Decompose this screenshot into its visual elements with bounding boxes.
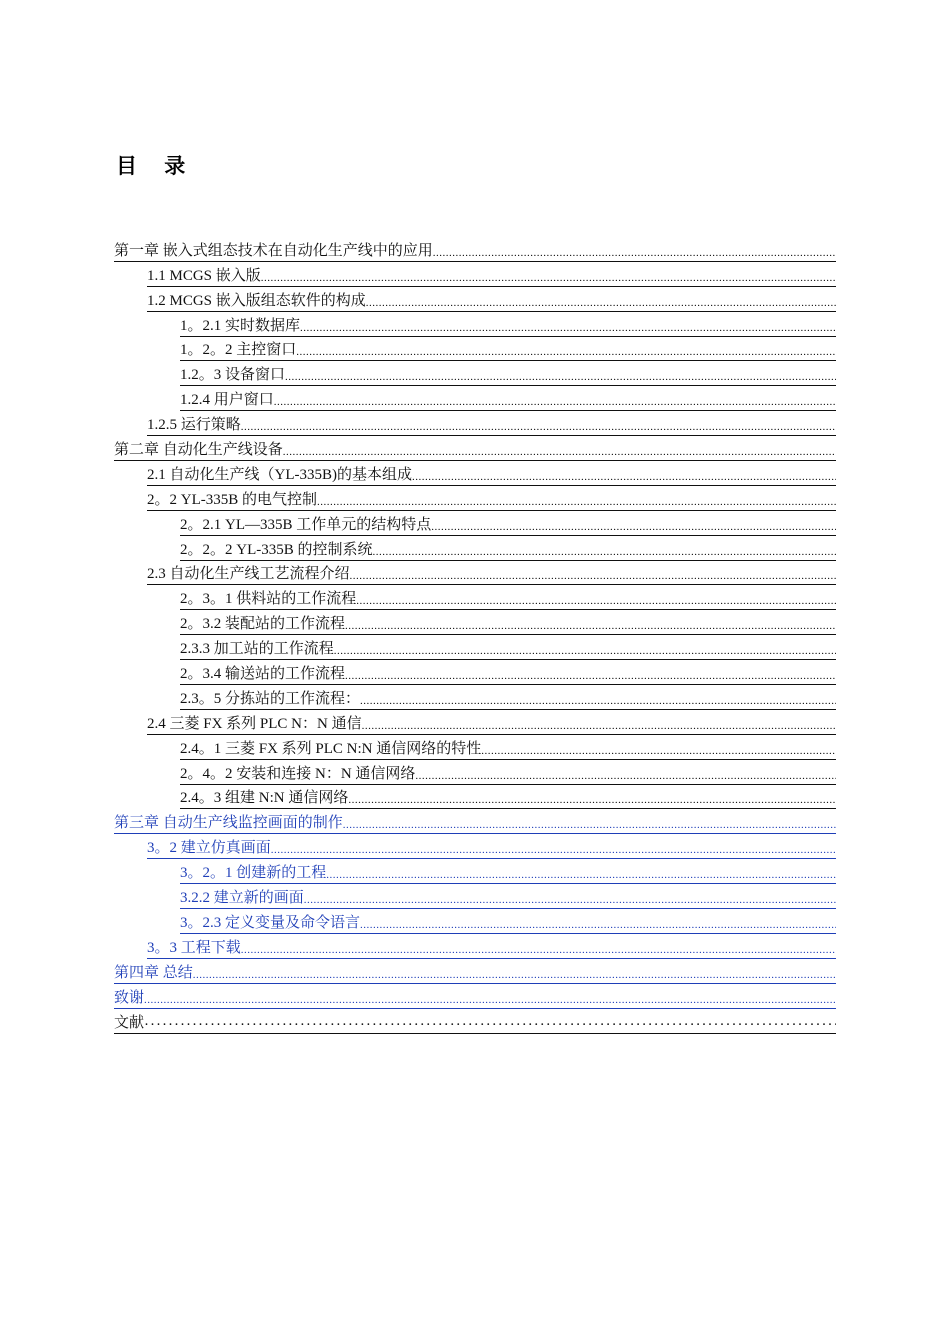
toc-entry-title: 第三章 自动生产线监控画面的制作 xyxy=(114,815,343,832)
toc-entry-title: 2.4。3 组建 N:N 通信网络 xyxy=(180,790,349,807)
toc-entry[interactable] xyxy=(147,287,836,312)
toc-dot-leader xyxy=(271,843,836,857)
toc-dot-leader xyxy=(285,370,836,384)
toc-dot-leader xyxy=(345,669,836,683)
toc-entry-title: 1.2.4 用户窗口 xyxy=(180,392,274,409)
toc-entry[interactable] xyxy=(114,1009,836,1034)
toc-entry-title: 2.3 自动化生产线工艺流程介绍 xyxy=(147,566,350,583)
toc-dot-leader xyxy=(304,893,836,907)
toc-entry[interactable] xyxy=(114,809,836,834)
toc-entry[interactable] xyxy=(147,834,836,859)
toc-entry[interactable] xyxy=(147,710,836,735)
toc-entry[interactable] xyxy=(180,511,836,536)
toc-dot-leader xyxy=(317,495,836,509)
toc-entry-title: 2.3。5 分拣站的工作流程： xyxy=(180,690,361,707)
toc-dot-leader xyxy=(274,395,836,409)
toc-dot-leader xyxy=(366,296,836,310)
toc-dot-leader xyxy=(415,769,836,783)
toc-entry-title: 2。2。2 YL-335B 的控制系统 xyxy=(180,541,373,558)
toc-entry-title: 2.4。1 三菱 FX 系列 PLC N:N 通信网络的特性 xyxy=(180,740,482,757)
toc-entry[interactable] xyxy=(180,536,836,561)
toc-entry-title: 1。2。2 主控窗口 xyxy=(180,342,297,359)
toc-entry[interactable] xyxy=(147,934,836,959)
toc-dot-leader xyxy=(343,818,836,832)
toc-entry[interactable] xyxy=(180,785,836,810)
toc-entry[interactable] xyxy=(147,411,836,436)
toc-dot-leader xyxy=(373,545,837,559)
toc-entry-title: 第四章 总结 xyxy=(114,964,193,981)
toc-entry-title: 2.1 自动化生产线（YL-335B)的基本组成 xyxy=(147,466,412,483)
toc-entry-title: 2。3.2 装配站的工作流程 xyxy=(180,616,346,633)
toc-dot-leader xyxy=(144,1018,836,1032)
toc-entry[interactable] xyxy=(114,436,836,461)
toc-entry-title: 2。3.4 输送站的工作流程 xyxy=(180,666,346,683)
toc-entry[interactable] xyxy=(180,361,836,386)
toc-entry[interactable] xyxy=(180,312,836,337)
toc-dot-leader xyxy=(481,744,836,758)
toc-entry-title: 1.2.5 运行策略 xyxy=(147,417,241,434)
toc-entry-title: 致谢 xyxy=(114,989,145,1006)
toc-entry[interactable] xyxy=(180,337,836,362)
toc-entry-title: 1。2.1 实时数据库 xyxy=(180,317,301,334)
toc-entry-title: 1.2 MCGS 嵌入版组态软件的构成 xyxy=(147,292,366,309)
toc-entry[interactable] xyxy=(147,486,836,511)
toc-entry[interactable] xyxy=(180,760,836,785)
toc-entry[interactable] xyxy=(180,585,836,610)
toc-entry-title: 3.2.2 建立新的画面 xyxy=(180,890,304,907)
toc-entry[interactable] xyxy=(147,561,836,586)
toc-dot-leader xyxy=(345,619,836,633)
toc-entry-title: 2。3。1 供料站的工作流程 xyxy=(180,591,357,608)
toc-entry[interactable] xyxy=(180,635,836,660)
toc-entry-title: 1.1 MCGS 嵌入版 xyxy=(147,267,261,284)
toc-entry[interactable] xyxy=(180,884,836,909)
toc-dot-leader xyxy=(350,569,836,583)
toc-entry-title: 2.4 三菱 FX 系列 PLC N：N 通信 xyxy=(147,715,362,732)
toc-entry-title: 1.2。3 设备窗口 xyxy=(180,367,286,384)
toc-entry-title: 第一章 嵌入式组态技术在自动化生产线中的应用 xyxy=(114,242,433,259)
toc-entry-title: 3。2。1 创建新的工程 xyxy=(180,865,327,882)
toc-dot-leader xyxy=(283,445,836,459)
toc-entry-title: 2。2 YL-335B 的电气控制 xyxy=(147,491,317,508)
toc-dot-leader xyxy=(348,793,836,807)
toc-entry-title: 第二章 自动化生产线设备 xyxy=(114,442,283,459)
toc-dot-leader xyxy=(296,345,836,359)
toc-entry[interactable] xyxy=(180,909,836,934)
toc-dot-leader xyxy=(334,644,836,658)
toc-entry-title: 3。3 工程下载 xyxy=(147,939,241,956)
toc-entry-title: 3。2 建立仿真画面 xyxy=(147,840,271,857)
toc-entry-title: 2。2.1 YL—335B 工作单元的结构特点 xyxy=(180,516,432,533)
toc-dot-leader xyxy=(193,968,836,982)
toc-entry-title: 3。2.3 定义变量及命令语言 xyxy=(180,914,361,931)
toc-entry[interactable] xyxy=(180,735,836,760)
toc-entry[interactable] xyxy=(114,237,836,262)
toc-entry[interactable] xyxy=(114,959,836,984)
toc-entry[interactable] xyxy=(180,386,836,411)
toc-entry[interactable] xyxy=(180,685,836,710)
toc-dot-leader xyxy=(412,470,836,484)
toc-entry[interactable] xyxy=(180,610,836,635)
toc-dot-leader xyxy=(356,594,836,608)
toc-entry[interactable] xyxy=(147,262,836,287)
toc-dot-leader xyxy=(261,271,836,285)
table-of-contents xyxy=(114,237,836,1034)
toc-entry-title: 2.3.3 加工站的工作流程 xyxy=(180,641,334,658)
toc-dot-leader xyxy=(433,246,836,260)
toc-entry-title: 文献 xyxy=(114,1014,145,1031)
toc-entry[interactable] xyxy=(180,859,836,884)
toc-dot-leader xyxy=(241,420,836,434)
toc-entry-title: 2。4。2 安装和连接 N：N 通信网络 xyxy=(180,765,416,782)
toc-entry[interactable] xyxy=(114,984,836,1009)
toc-dot-leader xyxy=(431,520,836,534)
toc-dot-leader xyxy=(241,943,836,957)
toc-dot-leader xyxy=(300,321,836,335)
toc-dot-leader xyxy=(360,694,836,708)
toc-dot-leader xyxy=(326,868,836,882)
toc-entry[interactable] xyxy=(180,660,836,685)
toc-dot-leader xyxy=(144,993,836,1007)
toc-dot-leader xyxy=(360,918,836,932)
page-title: 目 录 xyxy=(116,154,196,178)
toc-entry[interactable] xyxy=(147,461,836,486)
toc-dot-leader xyxy=(362,719,836,733)
